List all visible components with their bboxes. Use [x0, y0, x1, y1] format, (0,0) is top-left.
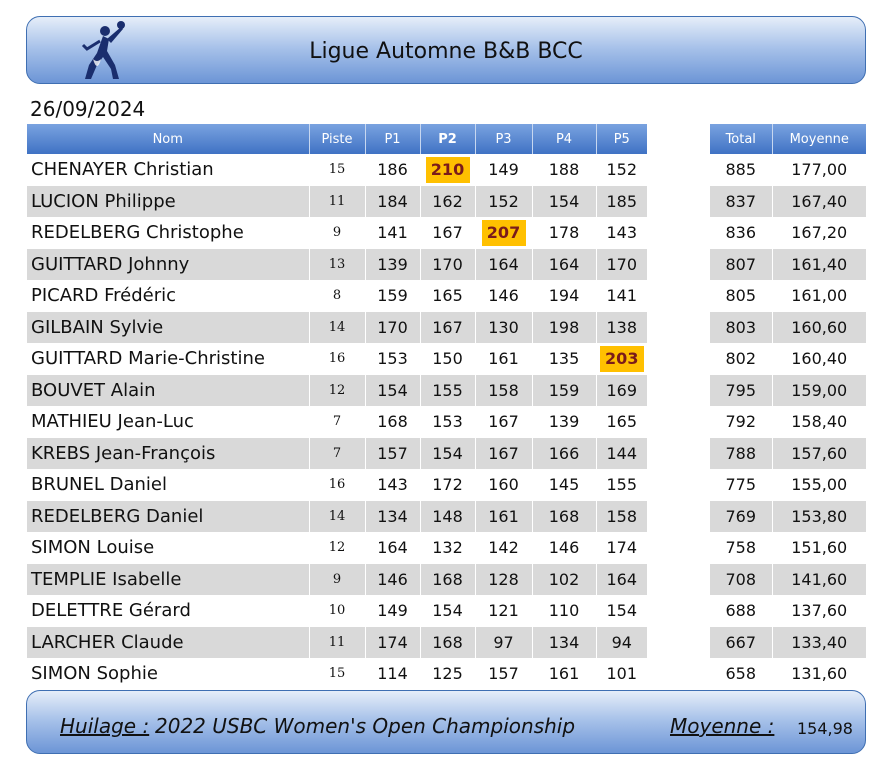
player-name: GILBAIN Sylvie	[27, 312, 309, 344]
game-score: 145	[532, 469, 596, 501]
table-row	[27, 375, 647, 407]
game-score: 125	[420, 658, 475, 690]
game-score: 135	[532, 343, 596, 375]
total-score: 837	[710, 186, 772, 218]
game-score: 134	[365, 501, 420, 533]
table-row	[27, 595, 647, 627]
column-header-total: Total	[710, 124, 772, 154]
game-score: 159	[532, 375, 596, 407]
game-score: 174	[596, 532, 647, 564]
totals-row	[710, 595, 866, 627]
piste-number: 7	[309, 438, 365, 470]
game-score: 170	[596, 249, 647, 281]
average-score: 133,40	[772, 627, 866, 659]
player-name: REDELBERG Christophe	[31, 222, 244, 244]
table-row	[27, 217, 647, 249]
average-score: 157,60	[772, 438, 866, 470]
game-score: 146	[475, 280, 532, 312]
player-name: TEMPLIE Isabelle	[27, 564, 309, 596]
game-score: 149	[365, 595, 420, 627]
game-score: 101	[596, 658, 647, 690]
game-score: 161	[475, 343, 532, 375]
table-row	[27, 312, 647, 344]
game-score: 155	[420, 375, 475, 407]
piste-number: 8	[309, 280, 365, 312]
moyenne-label: Moyenne :	[670, 714, 775, 738]
total-score: 708	[710, 564, 772, 596]
game-score: 148	[420, 501, 475, 533]
game-score: 194	[532, 280, 596, 312]
game-score: 158	[475, 375, 532, 407]
player-name: MATHIEU Jean-Luc	[31, 411, 194, 433]
game-score: 161	[532, 658, 596, 690]
game-score: 169	[596, 375, 647, 407]
average-score: 160,60	[772, 312, 866, 344]
totals-row	[710, 501, 866, 533]
game-score: 154	[596, 595, 647, 627]
game-score: 167	[475, 438, 532, 470]
piste-number: 12	[309, 532, 365, 564]
piste-number: 13	[309, 249, 365, 281]
totals-row	[710, 280, 866, 312]
total-score: 805	[725, 286, 757, 306]
total-score: 769	[710, 501, 772, 533]
totals-header-row	[710, 124, 866, 154]
piste-number: 14	[309, 312, 365, 344]
game-score: 146	[365, 564, 420, 596]
game-score: 150	[420, 343, 475, 375]
column-header-p2: P2	[420, 124, 475, 154]
game-score: 130	[475, 312, 532, 344]
game-score: 134	[532, 627, 596, 659]
totals-row	[710, 658, 866, 690]
average-score: 151,60	[772, 532, 866, 564]
game-score: 153	[365, 343, 420, 375]
game-score: 157	[365, 438, 420, 470]
game-score: 143	[596, 217, 647, 249]
game-score: 121	[475, 595, 532, 627]
game-score-cell	[596, 343, 647, 375]
average-score: 158,40	[772, 406, 866, 438]
column-header-p3: P3	[475, 124, 532, 154]
player-name: LUCION Philippe	[27, 186, 309, 218]
game-score: 154	[420, 438, 475, 470]
game-score: 168	[420, 627, 475, 659]
table-row	[27, 469, 647, 501]
total-score: 758	[725, 538, 757, 558]
column-header-p5: P5	[596, 124, 647, 154]
total-score: 795	[710, 375, 772, 407]
totals-row	[710, 564, 866, 596]
column-header-p4: P4	[532, 124, 596, 154]
piste-number: 7	[309, 406, 365, 438]
piste-number: 14	[309, 501, 365, 533]
game-score: 144	[596, 438, 647, 470]
game-score: 139	[365, 249, 420, 281]
game-score: 178	[532, 217, 596, 249]
game-score: 162	[420, 186, 475, 218]
game-score: 158	[596, 501, 647, 533]
piste-number: 11	[309, 627, 365, 659]
table-row	[27, 406, 647, 438]
total-score: 688	[725, 601, 757, 621]
game-score: 132	[420, 532, 475, 564]
player-name: PICARD Frédéric	[31, 285, 177, 307]
game-score: 128	[475, 564, 532, 596]
total-score: 836	[725, 223, 757, 243]
player-name: GUITTARD Johnny	[27, 249, 309, 281]
game-score: 146	[532, 532, 596, 564]
game-score: 168	[365, 406, 420, 438]
totals-row	[710, 312, 866, 344]
totals-row	[710, 406, 866, 438]
game-score: 152	[475, 186, 532, 218]
totals-row	[710, 627, 866, 659]
player-name: CHENAYER Christian	[31, 159, 214, 181]
column-header-p1: P1	[365, 124, 420, 154]
totals-row	[710, 532, 866, 564]
table-row	[27, 627, 647, 659]
game-score: 154	[365, 375, 420, 407]
piste-number: 16	[309, 469, 365, 501]
game-score: 142	[475, 532, 532, 564]
average-score: 159,00	[772, 375, 866, 407]
game-score: 153	[420, 406, 475, 438]
average-score: 160,40	[772, 343, 866, 375]
game-score: 141	[596, 280, 647, 312]
game-score: 155	[596, 469, 647, 501]
game-score: 94	[596, 627, 647, 659]
total-score: 788	[710, 438, 772, 470]
title-banner	[26, 16, 866, 84]
game-score: 164	[596, 564, 647, 596]
game-score: 172	[420, 469, 475, 501]
player-name: SIMON Sophie	[31, 663, 158, 685]
overall-average: 154,98	[797, 719, 853, 738]
game-score: 154	[532, 186, 596, 218]
game-score: 164	[475, 249, 532, 281]
player-name: BOUVET Alain	[27, 375, 309, 407]
player-name: BRUNEL Daniel	[31, 474, 167, 496]
game-score-cell	[420, 154, 475, 186]
table-row	[27, 154, 647, 186]
game-score: 149	[475, 154, 532, 186]
game-score: 168	[420, 564, 475, 596]
piste-number: 16	[309, 343, 365, 375]
game-score: 170	[420, 249, 475, 281]
piste-number: 10	[309, 595, 365, 627]
average-score: 137,60	[772, 595, 866, 627]
game-score: 157	[475, 658, 532, 690]
total-score: 803	[710, 312, 772, 344]
average-score: 131,60	[772, 658, 866, 690]
footer-banner	[26, 690, 866, 754]
game-score-cell	[475, 217, 532, 249]
average-score: 167,40	[772, 186, 866, 218]
totals-row	[710, 375, 866, 407]
game-score: 143	[365, 469, 420, 501]
game-score: 167	[420, 312, 475, 344]
table-row	[27, 280, 647, 312]
totals-table	[710, 124, 866, 690]
column-header-piste: Piste	[309, 124, 365, 154]
best-score-highlight: 210	[426, 157, 470, 183]
game-score: 167	[420, 217, 475, 249]
totals-row	[710, 469, 866, 501]
game-score: 174	[365, 627, 420, 659]
totals-row	[710, 186, 866, 218]
huilage-label: Huilage :	[60, 714, 150, 738]
player-name: LARCHER Claude	[27, 627, 309, 659]
average-score: 177,00	[772, 154, 866, 186]
player-name: GUITTARD Marie-Christine	[31, 348, 265, 370]
game-score: 184	[365, 186, 420, 218]
totals-row	[710, 343, 866, 375]
total-score: 775	[725, 475, 757, 495]
average-score: 167,20	[772, 217, 866, 249]
table-row	[27, 658, 647, 690]
table-row	[27, 564, 647, 596]
piste-number: 15	[309, 658, 365, 690]
game-score: 110	[532, 595, 596, 627]
totals-row	[710, 438, 866, 470]
game-score: 154	[420, 595, 475, 627]
total-score: 807	[710, 249, 772, 281]
game-score: 102	[532, 564, 596, 596]
totals-row	[710, 154, 866, 186]
player-name: DELETTRE Gérard	[31, 600, 191, 622]
game-score: 160	[475, 469, 532, 501]
average-score: 141,60	[772, 564, 866, 596]
table-row	[27, 532, 647, 564]
game-score: 165	[596, 406, 647, 438]
player-name: KREBS Jean-François	[27, 438, 309, 470]
average-score: 161,40	[772, 249, 866, 281]
best-score-highlight: 207	[482, 220, 526, 246]
best-score-highlight: 203	[600, 346, 644, 372]
average-score: 161,00	[772, 280, 866, 312]
game-score: 161	[475, 501, 532, 533]
player-name: REDELBERG Daniel	[27, 501, 309, 533]
game-score: 138	[596, 312, 647, 344]
game-score: 166	[532, 438, 596, 470]
total-score: 802	[725, 349, 757, 369]
piste-number: 11	[309, 186, 365, 218]
piste-number: 9	[309, 217, 365, 249]
piste-number: 9	[309, 564, 365, 596]
game-score: 139	[532, 406, 596, 438]
game-score: 114	[365, 658, 420, 690]
scores-table	[27, 124, 647, 690]
date-label: 26/09/2024	[30, 97, 146, 121]
game-score: 97	[475, 627, 532, 659]
game-score: 188	[532, 154, 596, 186]
piste-number: 15	[309, 154, 365, 186]
game-score: 159	[365, 280, 420, 312]
game-score: 164	[365, 532, 420, 564]
table-row	[27, 186, 647, 218]
table-row	[27, 501, 647, 533]
game-score: 198	[532, 312, 596, 344]
column-header-moyenne: Moyenne	[772, 124, 866, 154]
totals-row	[710, 217, 866, 249]
huilage-value: 2022 USBC Women's Open Championship	[155, 714, 576, 738]
game-score: 185	[596, 186, 647, 218]
total-score: 885	[725, 160, 757, 180]
page-title: Ligue Automne B&B BCC	[309, 39, 583, 64]
table-row	[27, 343, 647, 375]
table-row	[27, 438, 647, 470]
total-score: 667	[710, 627, 772, 659]
column-header-nom: Nom	[27, 124, 309, 154]
game-score: 165	[420, 280, 475, 312]
average-score: 155,00	[772, 469, 866, 501]
average-score: 153,80	[772, 501, 866, 533]
scores-header-row	[27, 124, 647, 154]
game-score: 167	[475, 406, 532, 438]
piste-number: 12	[309, 375, 365, 407]
total-score: 658	[725, 664, 757, 684]
game-score: 170	[365, 312, 420, 344]
game-score: 152	[596, 154, 647, 186]
game-score: 141	[365, 217, 420, 249]
game-score: 164	[532, 249, 596, 281]
total-score: 792	[725, 412, 757, 432]
table-row	[27, 249, 647, 281]
game-score: 168	[532, 501, 596, 533]
player-name: SIMON Louise	[31, 537, 155, 559]
totals-row	[710, 249, 866, 281]
game-score: 186	[365, 154, 420, 186]
